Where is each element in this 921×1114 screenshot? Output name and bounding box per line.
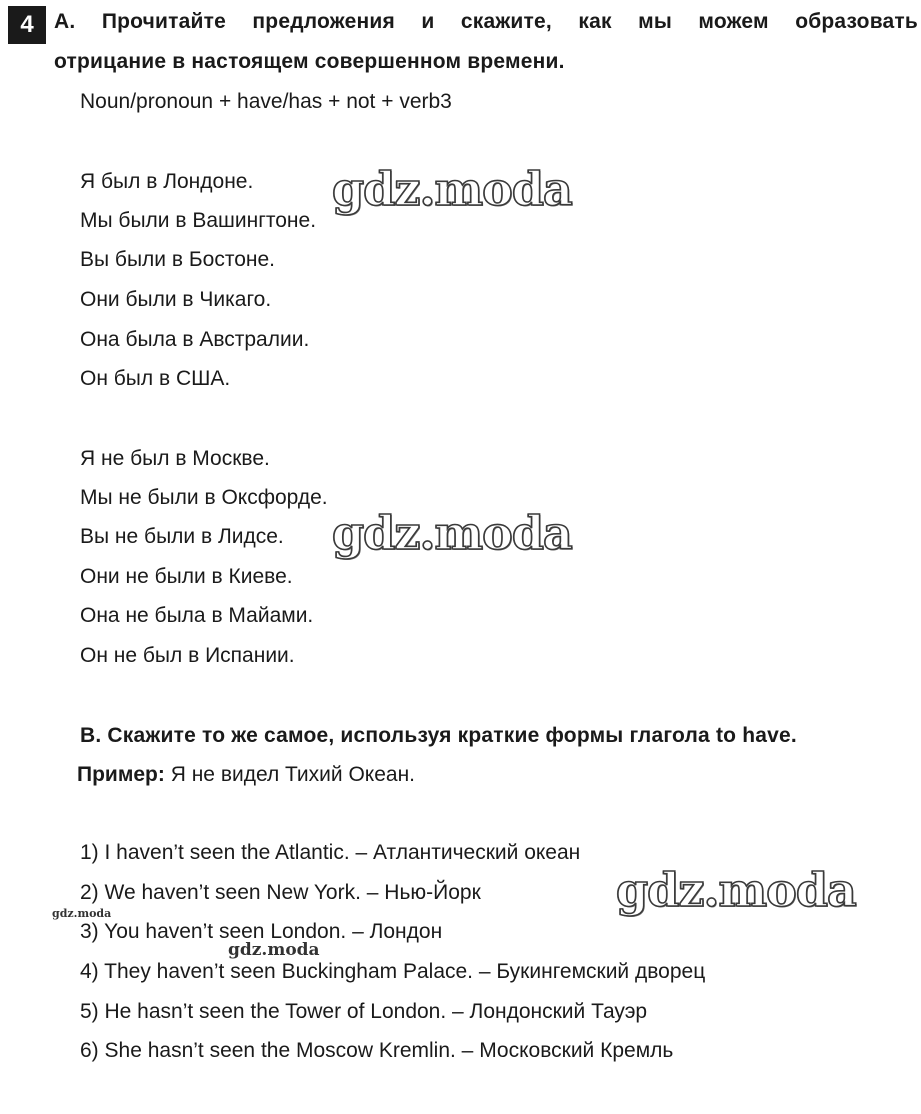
watermark-logo: gdz.moda bbox=[616, 863, 856, 917]
heading-word: как bbox=[578, 10, 612, 33]
negative-sentence: Мы не были в Оксфорде. bbox=[80, 486, 328, 509]
heading-word: мы bbox=[638, 10, 672, 33]
heading-word: предложения bbox=[252, 10, 395, 33]
heading-word: Прочитайте bbox=[101, 10, 226, 33]
negative-sentence: Он не был в Испании. bbox=[80, 644, 295, 667]
heading-word: и bbox=[421, 10, 435, 33]
example-text: Я не видел Тихий Океан. bbox=[164, 763, 416, 786]
answer-item: 1) I haven’t seen the Atlantic. – Атлантический океан bbox=[80, 841, 581, 864]
positive-sentence: Они были в Чикаго. bbox=[80, 288, 272, 311]
heading-word: образовать bbox=[795, 10, 918, 33]
negative-sentence: Вы не были в Лидсе. bbox=[80, 525, 284, 548]
watermark-logo: gdz.moda bbox=[332, 506, 572, 560]
part-a-letter: A. bbox=[54, 10, 76, 33]
positive-sentence: Она была в Австралии. bbox=[80, 328, 310, 351]
answer-item: 3) You haven’t seen London. – Лондон bbox=[80, 920, 443, 943]
positive-sentence: Он был в США. bbox=[80, 367, 231, 390]
positive-sentence: Я был в Лондоне. bbox=[80, 170, 254, 193]
example-label: Пример: bbox=[77, 763, 165, 786]
part-a-heading-line-2: отрицание в настоящем совершенном времени. bbox=[54, 50, 565, 73]
positive-sentence: Мы были в Вашингтоне. bbox=[80, 209, 317, 232]
answer-item: 4) They haven’t seen Buckingham Palace. – Букингемский дворец bbox=[80, 960, 706, 983]
heading-word: можем bbox=[698, 10, 769, 33]
negative-sentence: Она не была в Майами. bbox=[80, 604, 314, 627]
answer-item: 5) He hasn’t seen the Tower of London. – Лондонский Тауэр bbox=[80, 1000, 648, 1023]
answer-item: 6) She hasn’t seen the Moscow Kremlin. – Московский Кремль bbox=[80, 1039, 674, 1062]
answer-item: 2) We haven’t seen New York. – Нью-Йорк bbox=[80, 881, 481, 904]
watermark-logo: gdz.moda bbox=[332, 162, 572, 216]
negative-sentence: Они не были в Киеве. bbox=[80, 565, 293, 588]
positive-sentence: Вы были в Бостоне. bbox=[80, 248, 275, 271]
watermark-logo-small: gdz.moda bbox=[52, 907, 112, 920]
part-a-heading-line-1 bbox=[54, 10, 918, 34]
grammar-formula: Noun/pronoun + have/has + not + verb3 bbox=[80, 90, 452, 113]
negative-sentence: Я не был в Москве. bbox=[80, 447, 270, 470]
watermark-logo-small: gdz.moda bbox=[228, 940, 320, 960]
heading-word: скажите, bbox=[460, 10, 552, 33]
part-b-heading: B. Скажите то же самое, используя краткие формы глагола to have. bbox=[80, 724, 797, 747]
example-line bbox=[77, 763, 415, 787]
exercise-number-badge: 4 bbox=[8, 6, 46, 44]
